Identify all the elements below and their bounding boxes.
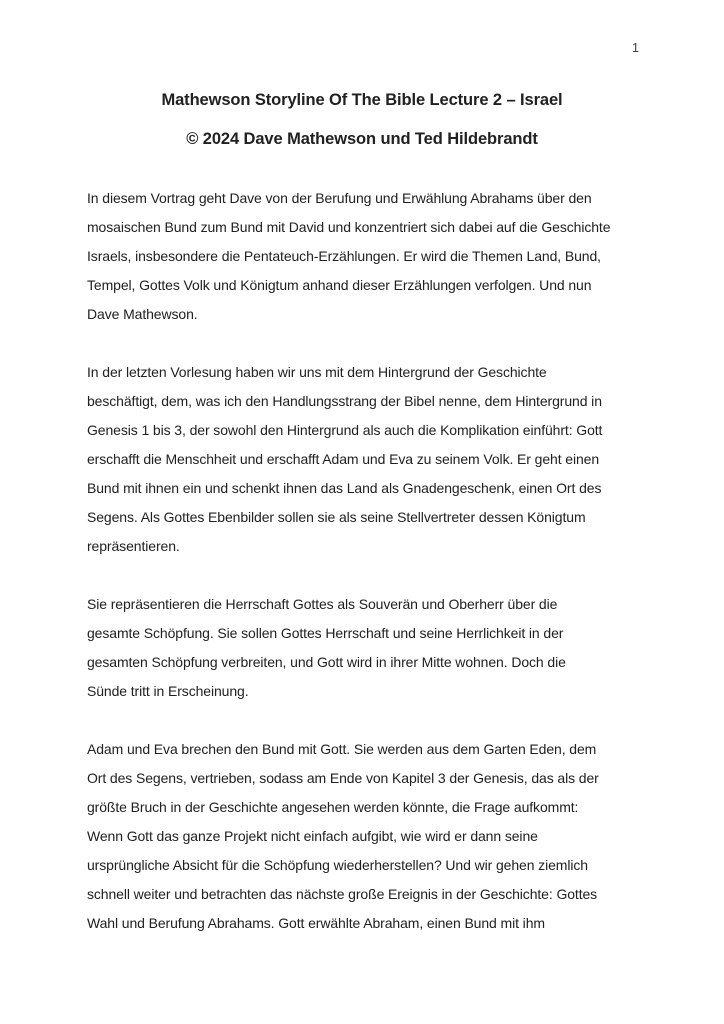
text-line: mosaischen Bund zum Bund mit David und konzentriert sich dabei auf die Geschichte xyxy=(87,219,611,235)
paragraph-4 xyxy=(87,735,647,938)
text-line: In diesem Vortrag geht Dave von der Berufung und Erwählung Abrahams über den xyxy=(87,190,592,206)
text-line: erschafft die Menschheit und erschafft Adam und Eva zu seinem Volk. Er geht einen xyxy=(87,451,600,467)
text-line: repräsentieren. xyxy=(87,538,180,554)
text-line: In der letzten Vorlesung haben wir uns mit dem Hintergrund der Geschichte xyxy=(87,364,547,380)
text-line: Dave Mathewson. xyxy=(87,306,198,322)
text-line: größte Bruch in der Geschichte angesehen werden könnte, die Frage aufkommt: xyxy=(87,799,579,815)
copyright-line: © 2024 Dave Mathewson und Ted Hildebrandt xyxy=(186,130,538,148)
text-line: Israels, insbesondere die Pentateuch-Erzählungen. Er wird die Themen Land, Bund, xyxy=(87,248,601,264)
text-line: Wahl und Berufung Abrahams. Gott erwählte Abraham, einen Bund mit ihm xyxy=(87,915,545,931)
text-line: gesamten Schöpfung verbreiten, und Gott wird in ihrer Mitte wohnen. Doch die xyxy=(87,654,566,670)
text-line: Adam und Eva brechen den Bund mit Gott. Sie werden aus dem Garten Eden, dem xyxy=(87,741,597,757)
text-line: Tempel, Gottes Volk und Königtum anhand dieser Erzählungen verfolgen. Und nun xyxy=(87,277,592,293)
text-line: Ort des Segens, vertrieben, sodass am Ende von Kapitel 3 der Genesis, das als der xyxy=(87,770,599,786)
text-line: Sünde tritt in Erscheinung. xyxy=(87,683,249,699)
text-line: Segens. Als Gottes Ebenbilder sollen sie als seine Stellvertreter dessen Königtum xyxy=(87,509,586,525)
page-number: 1 xyxy=(632,41,639,55)
text-line: Genesis 1 bis 3, der sowohl den Hintergrund als auch die Komplikation einführt: Gott xyxy=(87,422,603,438)
text-line: gesamte Schöpfung. Sie sollen Gottes Herrschaft und seine Herrlichkeit in der xyxy=(87,625,564,641)
paragraph-2 xyxy=(87,358,647,561)
paragraph-1 xyxy=(87,184,647,329)
text-line: Sie repräsentieren die Herrschaft Gottes als Souverän und Oberherr über die xyxy=(87,596,558,612)
paragraph-3 xyxy=(87,590,647,706)
text-line: ursprüngliche Absicht für die Schöpfung wiederherstellen? Und wir gehen ziemlich xyxy=(87,857,588,873)
document-body xyxy=(87,184,647,938)
text-line: beschäftigt, dem, was ich den Handlungsstrang der Bibel nenne, dem Hintergrund in xyxy=(87,393,602,409)
text-line: Bund mit ihnen ein und schenkt ihnen das Land als Gnadengeschenk, einen Ort des xyxy=(87,480,602,496)
text-line: Wenn Gott das ganze Projekt nicht einfach aufgibt, wie wird er dann seine xyxy=(87,828,538,844)
text-line: schnell weiter und betrachten das nächste große Ereignis in der Geschichte: Gottes xyxy=(87,886,598,902)
document-title: Mathewson Storyline Of The Bible Lecture 2 – Israel xyxy=(161,91,563,109)
